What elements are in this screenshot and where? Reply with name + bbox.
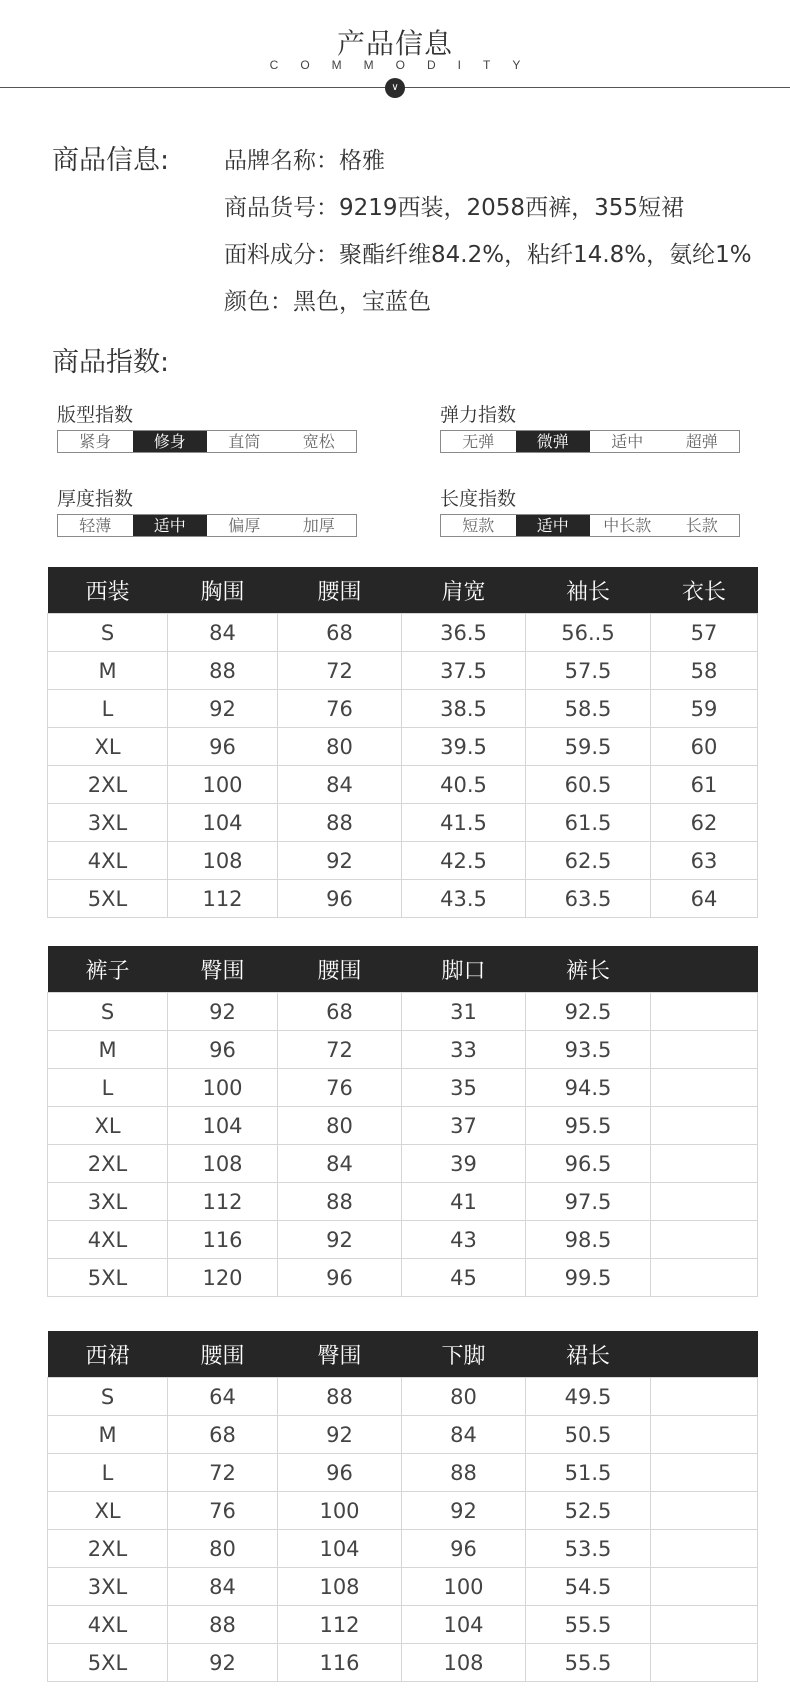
table-header-cell [651,1331,758,1378]
table-cell [651,1378,758,1416]
table-cell: 80 [278,1107,402,1145]
table-cell: XL [48,1107,168,1145]
table-row [48,1183,758,1221]
table-header-row [48,567,758,614]
table-row [48,804,758,842]
index-option: 中长款 [603,516,652,535]
section-title: 产品信息 [336,27,453,60]
table-cell: XL [48,1492,168,1530]
pants-size-table [47,946,758,1297]
table-cell: 68 [278,614,402,652]
elasticity-index [440,400,740,453]
table-row [48,993,758,1031]
table-cell: 50.5 [526,1416,651,1454]
table-cell: 96 [278,1454,402,1492]
table-cell: 72 [278,652,402,690]
index-option-selected: 适中 [516,515,591,536]
table-cell: 92 [168,690,278,728]
table-row [48,1644,758,1682]
table-cell: 31 [402,993,526,1031]
table-cell: 112 [168,880,278,918]
table-row [48,1107,758,1145]
table-cell: 112 [278,1606,402,1644]
table-cell [651,1031,758,1069]
table-cell: 97.5 [526,1183,651,1221]
table-cell: 62 [651,804,758,842]
table-header-cell: 肩宽 [402,567,526,614]
index-option-selected: 修身 [133,431,208,452]
table-cell: L [48,690,168,728]
product-info-list [224,138,752,326]
table-cell [651,1069,758,1107]
table-cell: XL [48,728,168,766]
table-cell: 45 [402,1259,526,1297]
table-cell: 41.5 [402,804,526,842]
table-cell: 108 [168,1145,278,1183]
table-cell: 93.5 [526,1031,651,1069]
index-option: 偏厚 [228,516,261,535]
table-cell: 68 [168,1416,278,1454]
table-cell: 49.5 [526,1378,651,1416]
table-cell: 42.5 [402,842,526,880]
index-scale-bar [440,430,740,453]
table-cell: 92 [278,842,402,880]
table-cell: 108 [168,842,278,880]
table-cell: 108 [278,1568,402,1606]
table-header-cell: 脚口 [402,946,526,993]
table-cell [651,993,758,1031]
table-cell: 92.5 [526,993,651,1031]
index-option: 短款 [462,516,495,535]
table-header-cell: 西裙 [48,1331,168,1378]
index-scale-bar [57,430,357,453]
table-cell: L [48,1454,168,1492]
table-cell: 98.5 [526,1221,651,1259]
table-header-cell [651,946,758,993]
table-cell: 88 [168,1606,278,1644]
table-row [48,1606,758,1644]
table-cell: 53.5 [526,1530,651,1568]
table-cell: 3XL [48,1568,168,1606]
index-option: 长款 [685,516,718,535]
index-option-selected: 适中 [133,515,208,536]
table-header-cell: 袖长 [526,567,651,614]
table-header-cell: 衣长 [651,567,758,614]
chevron-down-icon: ∨ [385,78,405,98]
table-cell: M [48,1031,168,1069]
table-header-cell: 臀围 [168,946,278,993]
table-cell: 96.5 [526,1145,651,1183]
skirt-size-table [47,1331,758,1682]
table-cell: 104 [402,1606,526,1644]
table-cell: 104 [168,804,278,842]
table-cell: 33 [402,1031,526,1069]
table-cell: 5XL [48,1259,168,1297]
table-cell: S [48,993,168,1031]
table-cell: 96 [168,728,278,766]
table-cell: 116 [278,1644,402,1682]
table-cell: 100 [168,1069,278,1107]
table-cell: 116 [168,1221,278,1259]
table-cell: 80 [278,728,402,766]
table-cell: 96 [402,1530,526,1568]
table-cell: 2XL [48,766,168,804]
table-cell: 40.5 [402,766,526,804]
table-cell: 63 [651,842,758,880]
table-header-cell: 裤子 [48,946,168,993]
table-row [48,1145,758,1183]
section-header [0,0,790,110]
table-cell [651,1416,758,1454]
index-option: 紧身 [79,432,112,451]
table-cell: 54.5 [526,1568,651,1606]
table-cell: 80 [168,1530,278,1568]
table-cell: 60.5 [526,766,651,804]
table-row [48,1031,758,1069]
table-cell: 88 [278,1183,402,1221]
table-header-row [48,946,758,993]
index-option-selected: 微弹 [516,431,591,452]
table-cell [651,1568,758,1606]
table-cell: 35 [402,1069,526,1107]
table-cell: 92 [168,1644,278,1682]
table-cell: 92 [168,993,278,1031]
table-cell [651,1221,758,1259]
table-cell [651,1606,758,1644]
table-cell: 57 [651,614,758,652]
table-row [48,1568,758,1606]
table-cell: 92 [278,1221,402,1259]
table-cell: 43.5 [402,880,526,918]
table-header-cell: 下脚 [402,1331,526,1378]
table-cell: 96 [278,880,402,918]
info-color: 颜色：黑色，宝蓝色 [224,289,431,315]
table-cell: 61.5 [526,804,651,842]
table-cell: 99.5 [526,1259,651,1297]
table-cell: 43 [402,1221,526,1259]
table-cell: 88 [168,652,278,690]
table-cell: 76 [168,1492,278,1530]
table-cell: 64 [651,880,758,918]
table-cell: 57.5 [526,652,651,690]
table-cell [651,1492,758,1530]
table-cell: 59 [651,690,758,728]
table-cell: 88 [402,1454,526,1492]
product-index-label: 商品指数: [52,347,170,378]
table-cell: 39 [402,1145,526,1183]
index-name: 厚度指数 [57,488,134,510]
table-cell [651,1530,758,1568]
table-cell: 2XL [48,1530,168,1568]
table-cell: 4XL [48,1606,168,1644]
table-row [48,842,758,880]
table-header-row [48,1331,758,1378]
table-row [48,1454,758,1492]
table-cell: 84 [168,614,278,652]
table-cell: 58 [651,652,758,690]
table-cell: 76 [278,1069,402,1107]
table-cell: 120 [168,1259,278,1297]
table-cell: 5XL [48,880,168,918]
table-cell: 61 [651,766,758,804]
table-header-cell: 腰围 [278,567,402,614]
section-subtitle: COMMODITY [269,58,543,72]
table-header-cell: 西装 [48,567,168,614]
table-cell: 64 [168,1378,278,1416]
table-cell: 58.5 [526,690,651,728]
table-cell: 5XL [48,1644,168,1682]
table-cell: 108 [402,1644,526,1682]
table-cell [651,1259,758,1297]
table-cell [651,1145,758,1183]
table-cell: M [48,652,168,690]
table-cell: 88 [278,1378,402,1416]
table-cell: 84 [278,766,402,804]
table-cell: 72 [168,1454,278,1492]
table-cell: 51.5 [526,1454,651,1492]
table-cell: 76 [278,690,402,728]
table-header-cell: 胸围 [168,567,278,614]
suit-size-table [47,567,758,918]
table-row [48,1530,758,1568]
table-cell: 59.5 [526,728,651,766]
table-cell: 60 [651,728,758,766]
table-header-cell: 臀围 [278,1331,402,1378]
table-cell [651,1107,758,1145]
table-cell: 92 [278,1416,402,1454]
table-row [48,728,758,766]
table-cell: 96 [278,1259,402,1297]
table-cell: L [48,1069,168,1107]
index-option: 直筒 [228,432,261,451]
table-row [48,690,758,728]
info-sku: 商品货号：9219西装，2058西裤，355短裙 [224,195,684,221]
index-name: 长度指数 [440,488,517,510]
table-cell [651,1454,758,1492]
table-cell [651,1644,758,1682]
table-cell: 55.5 [526,1644,651,1682]
table-cell: 37 [402,1107,526,1145]
fit-index [57,400,357,453]
table-cell: 2XL [48,1145,168,1183]
table-cell: 72 [278,1031,402,1069]
index-option: 无弹 [462,432,495,451]
index-name: 版型指数 [57,404,134,426]
info-brand: 品牌名称：格雅 [224,148,385,174]
table-cell: M [48,1416,168,1454]
table-cell: 39.5 [402,728,526,766]
table-row [48,1259,758,1297]
index-option: 宽松 [302,432,335,451]
table-cell: 84 [278,1145,402,1183]
index-name: 弹力指数 [440,404,517,426]
table-header-cell: 裙长 [526,1331,651,1378]
index-scale-bar [440,514,740,537]
index-option: 适中 [611,432,644,451]
table-cell: 88 [278,804,402,842]
table-cell: 37.5 [402,652,526,690]
thickness-index [57,484,357,537]
info-fabric: 面料成分：聚酯纤维84.2%，粘纤14.8%，氨纶1% [224,242,752,268]
table-cell: 80 [402,1378,526,1416]
table-row [48,880,758,918]
table-cell: 100 [402,1568,526,1606]
table-cell: 3XL [48,804,168,842]
table-row [48,1378,758,1416]
table-row [48,1416,758,1454]
table-cell: 4XL [48,1221,168,1259]
table-header-cell: 腰围 [278,946,402,993]
table-cell: 62.5 [526,842,651,880]
table-cell: 36.5 [402,614,526,652]
table-cell: 55.5 [526,1606,651,1644]
table-cell: S [48,1378,168,1416]
index-option: 轻薄 [79,516,112,535]
table-cell: 56..5 [526,614,651,652]
table-header-cell: 腰围 [168,1331,278,1378]
table-cell [651,1183,758,1221]
table-cell: 100 [278,1492,402,1530]
table-cell: 84 [402,1416,526,1454]
table-cell: 94.5 [526,1069,651,1107]
index-option: 加厚 [302,516,335,535]
table-row [48,1069,758,1107]
table-row [48,766,758,804]
table-cell: 52.5 [526,1492,651,1530]
table-cell: 84 [168,1568,278,1606]
table-cell: 68 [278,993,402,1031]
table-cell: 100 [168,766,278,804]
table-row [48,614,758,652]
table-header-cell: 裤长 [526,946,651,993]
table-cell: 38.5 [402,690,526,728]
table-cell: 4XL [48,842,168,880]
table-cell: 104 [278,1530,402,1568]
table-row [48,652,758,690]
product-info-label: 商品信息: [52,145,170,176]
table-cell: 112 [168,1183,278,1221]
table-cell: 104 [168,1107,278,1145]
table-cell: S [48,614,168,652]
length-index [440,484,740,537]
table-cell: 3XL [48,1183,168,1221]
table-cell: 41 [402,1183,526,1221]
table-cell: 92 [402,1492,526,1530]
table-row [48,1492,758,1530]
table-cell: 96 [168,1031,278,1069]
index-scale-bar [57,514,357,537]
index-option: 超弹 [685,432,718,451]
table-row [48,1221,758,1259]
table-cell: 63.5 [526,880,651,918]
table-cell: 95.5 [526,1107,651,1145]
